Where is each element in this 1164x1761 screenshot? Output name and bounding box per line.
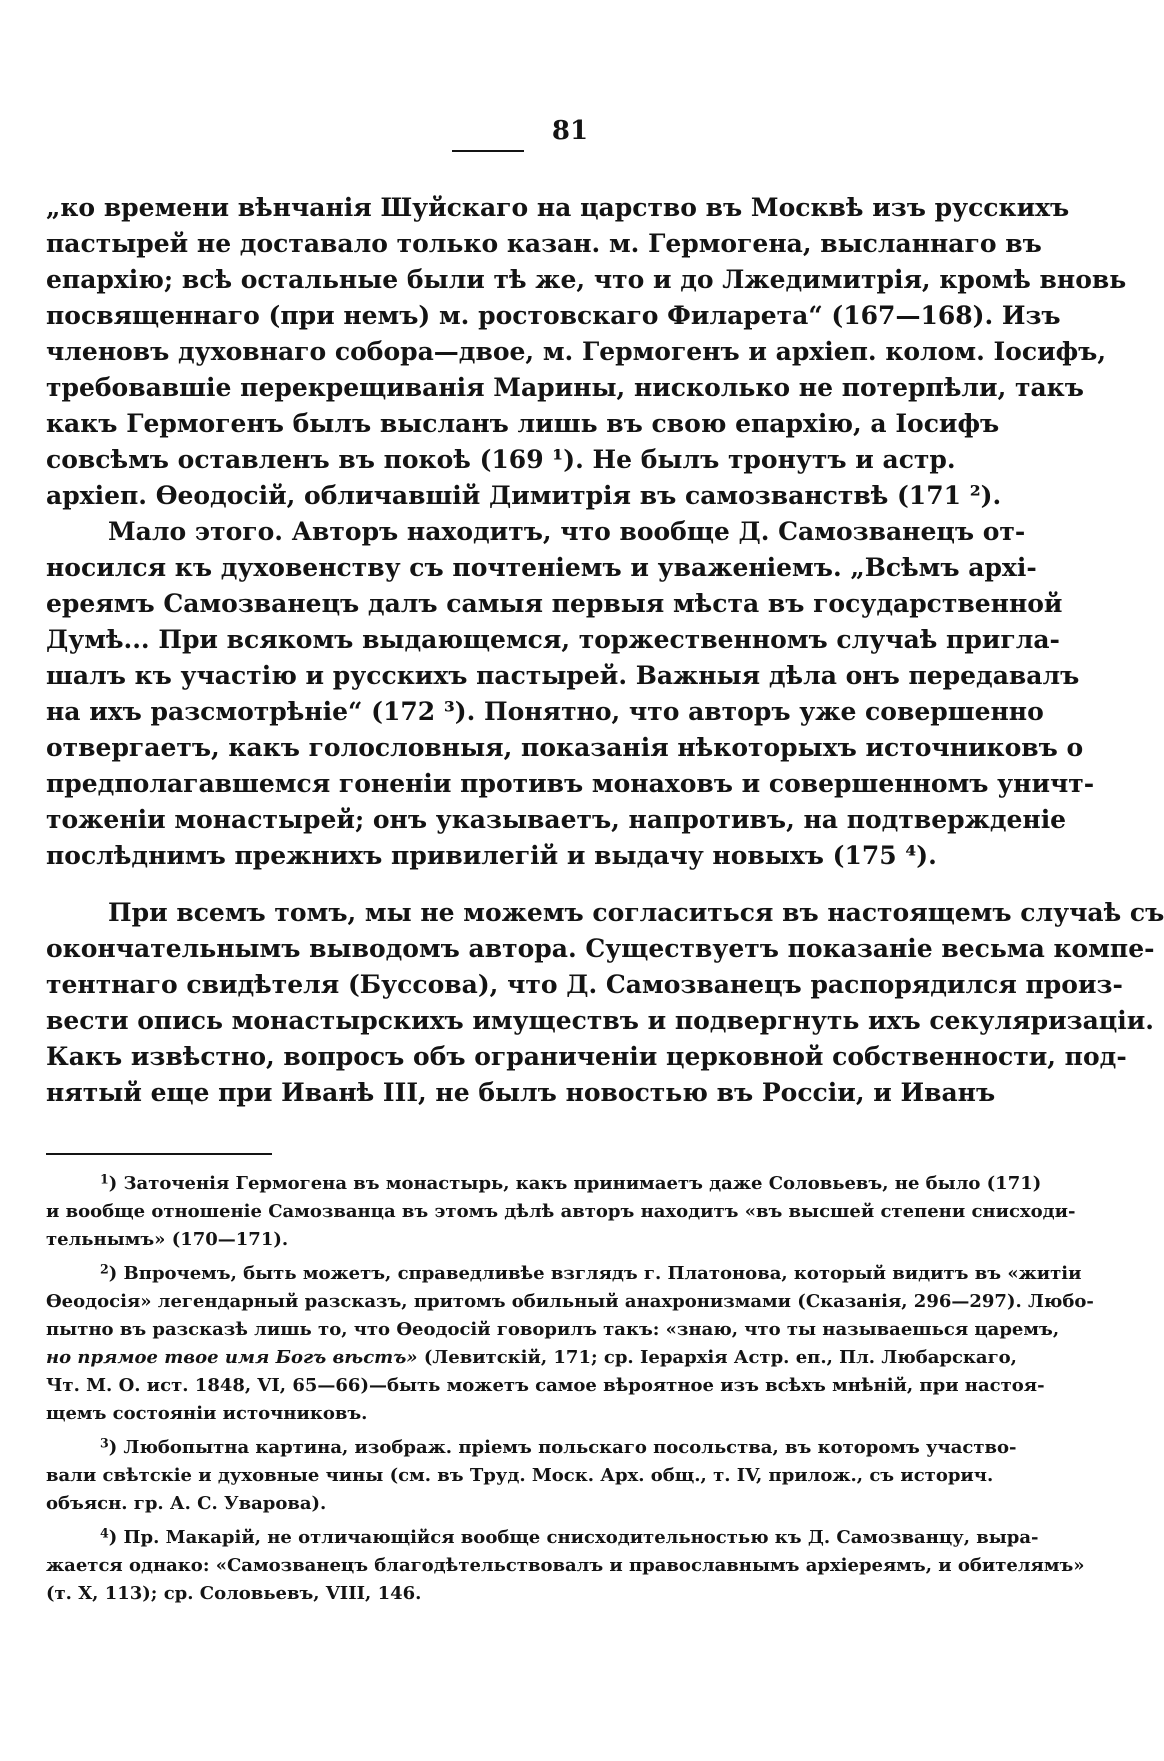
text-line: Думѣ... При всякомъ выдающемся, торжественномъ случаѣ пригла- [46, 625, 1060, 654]
text-line: предполагавшемся гоненіи противъ монаховъ и совершенномъ уничт- [46, 769, 1095, 798]
text-line: тоженіи монастырей; онъ указываетъ, напротивъ, на подтвержденіе [46, 805, 1067, 834]
page-number-underline [452, 150, 524, 152]
main-text [46, 190, 1164, 1111]
footnote-line: вали свѣтскіе и духовные чины (см. въ Труд. Моск. Арх. общ., т. IV, прилож., съ историч. [46, 1465, 994, 1486]
footnote-separator [46, 1153, 272, 1155]
text-line: совсѣмъ оставленъ въ покоѣ (169 ¹). Не былъ тронутъ и астр. [46, 445, 956, 474]
text-line: требовавшіе перекрещиванія Марины, нисколько не потерпѣли, такъ [46, 373, 1084, 402]
footnote-line: Ѳеодосія» легендарный разсказъ, притомъ обильный анахронизмами (Сказанія, 296—297). Любо- [46, 1291, 1094, 1312]
text-line: тентнаго свидѣтеля (Буссова), что Д. Самозванецъ распорядился произ- [46, 970, 1123, 999]
footnote-marker: 4 [100, 1525, 109, 1541]
page-number: 81 [551, 116, 589, 146]
text-line: членовъ духовнаго собора—двое, м. Гермогенъ и архіеп. колом. Іосифъ, [46, 337, 1107, 366]
text-line: послѣднимъ прежнихъ привилегій и выдачу новыхъ (175 ⁴). [46, 841, 937, 870]
text-line: Мало этого. Авторъ находитъ, что вообще Д. Самозванецъ от- [108, 517, 1026, 546]
text-line: отвергаетъ, какъ голословныя, показанія нѣкоторыхъ источниковъ о [46, 733, 1084, 762]
footnotes [46, 1170, 1094, 1608]
footnote-text: ) Заточенія Гермогена въ монастырь, какъ принимаетъ даже Соловьевъ, не было (171) [108, 1173, 1042, 1194]
footnote-line: щемъ состояніи источниковъ. [46, 1403, 368, 1424]
text-line: вести опись монастырскихъ имуществъ и подвергнуть ихъ секуляризаціи. [46, 1006, 1154, 1035]
footnote-line: Чт. М. О. ист. 1848, VI, 65—66)—быть можетъ самое вѣроятное изъ всѣхъ мнѣній, при настоя- [46, 1375, 1045, 1396]
text-line: окончательнымъ выводомъ автора. Существуетъ показаніе весьма компе- [46, 934, 1155, 963]
footnote-2 [46, 1260, 1094, 1428]
footnote-text: ) Любопытна картина, изображ. пріемъ польскаго посольства, въ которомъ участво- [108, 1437, 1017, 1458]
footnote-line: и вообще отношеніе Самозванца въ этомъ дѣлѣ авторъ находитъ «въ высшей степени снисходи- [46, 1201, 1076, 1222]
text-line: Какъ извѣстно, вопросъ объ ограниченіи церковной собственности, под- [46, 1042, 1127, 1071]
text-line: носился къ духовенству съ почтеніемъ и уваженіемъ. „Всѣмъ архі- [46, 553, 1037, 582]
footnote-marker: 2 [100, 1261, 109, 1277]
paragraph-3 [46, 895, 1164, 1111]
text-line: епархію; всѣ остальные были тѣ же, что и до Лжедимитрія, кромѣ вновь [46, 265, 1127, 294]
footnote-marker: 1 [100, 1171, 109, 1187]
footnote-line [46, 1344, 1017, 1372]
paragraph-1 [46, 190, 1127, 514]
text-line: посвященнаго (при немъ) м. ростовскаго Филарета“ (167—168). Изъ [46, 301, 1061, 330]
text-line: При всемъ томъ, мы не можемъ согласиться въ настоящемъ случаѣ съ [108, 898, 1164, 927]
text-line: пастырей не доставало только казан. м. Гермогена, высланнаго въ [46, 229, 1042, 258]
text-line: шалъ къ участію и русскихъ пастырей. Важныя дѣла онъ передавалъ [46, 661, 1080, 690]
text-line: нятый еще при Иванѣ III, не былъ новостью въ Россіи, и Иванъ [46, 1078, 996, 1107]
footnote-line: пытно въ разсказѣ лишь то, что Ѳеодосій говорилъ такъ: «знаю, что ты называешься царемъ, [46, 1319, 1060, 1340]
footnote-line: тельнымъ» (170—171). [46, 1229, 289, 1250]
footnote-line [46, 1524, 1039, 1552]
footnote-text: ) Впрочемъ, быть можетъ, справедливѣе взглядъ г. Платонова, который видитъ въ «житіи [108, 1263, 1082, 1284]
text-line: какъ Гермогенъ былъ высланъ лишь въ свою епархію, а Іосифъ [46, 409, 1000, 438]
footnote-marker: 3 [100, 1435, 109, 1451]
text-line: на ихъ разсмотрѣніе“ (172 ³). Понятно, что авторъ уже совершенно [46, 697, 1044, 726]
italic-quote: но прямое твое имя Богъ вѣстъ» [46, 1347, 418, 1368]
paragraph-2 [46, 514, 1095, 874]
footnote-line: объясн. гр. А. С. Уварова). [46, 1493, 327, 1514]
footnote-3 [46, 1434, 1017, 1518]
text-line: ереямъ Самозванецъ далъ самыя первыя мѣста въ государственной [46, 589, 1063, 618]
footnote-line [46, 1260, 1082, 1288]
footnote-line: (т. X, 113); ср. Соловьевъ, VIII, 146. [46, 1583, 422, 1604]
footnote-line: жается однако: «Самозванецъ благодѣтельствовалъ и православнымъ архіереямъ, и обителямъ» [46, 1555, 1085, 1576]
footnote-text: (Левитскій, 171; ср. Іерархія Астр. еп., Пл. Любарскаго, [417, 1347, 1017, 1368]
footnote-1 [46, 1170, 1076, 1254]
footnote-line [46, 1434, 1017, 1462]
text-line: „ко времени вѣнчанія Шуйскаго на царство въ Москвѣ изъ русскихъ [46, 193, 1070, 222]
text-line: архіеп. Ѳеодосій, обличавшій Димитрія въ самозванствѣ (171 ²). [46, 481, 1002, 510]
footnote-text: ) Пр. Макарій, не отличающійся вообще снисходительностью къ Д. Самозванцу, выра- [108, 1527, 1039, 1548]
footnote-line [46, 1170, 1042, 1198]
footnote-4 [46, 1524, 1085, 1608]
